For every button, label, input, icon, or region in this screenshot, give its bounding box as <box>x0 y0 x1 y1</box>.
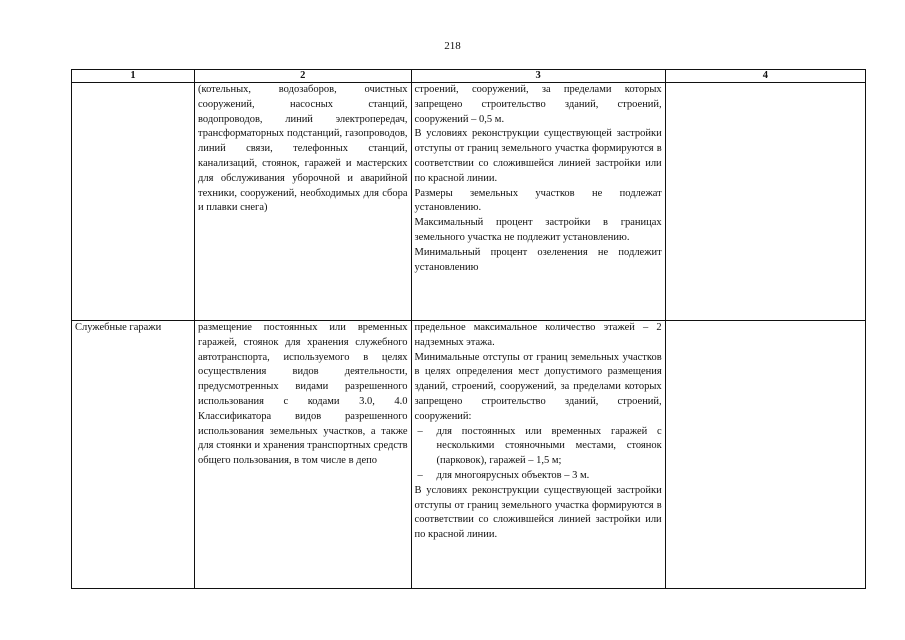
row2-param-paragraph: Минимальные отступы от границ земельных участков в целях определения мест допустимого размещения зданий, строений, сооружений, за пределами которых запрещено строительство зданий, строений, сооружений: <box>414 351 662 422</box>
column-header-1: 1 <box>72 70 195 83</box>
row2-param-paragraph: В условиях реконструкции существующей застройки отступы от границ земельного участка формируются в соответствии со сложившейся линией застройки или по красной линии. <box>414 484 662 541</box>
row1-param-paragraph: Минимальный процент озеленения не подлежит установлению <box>414 246 662 273</box>
row2-col4 <box>665 321 865 589</box>
table-row <box>72 83 866 321</box>
row2-use-name: Служебные гаражи <box>72 321 195 589</box>
row1-param-paragraph: Размеры земельных участков не подлежат установлению. <box>414 187 662 214</box>
column-header-3: 3 <box>411 70 665 83</box>
list-item-text: для многоярусных объектов – 3 м. <box>436 469 590 481</box>
row1-use-name <box>72 83 195 321</box>
row2-param-paragraph: предельное максимальное количество этажей – 2 надземных этажа. <box>414 322 662 348</box>
row1-parameters <box>411 83 665 321</box>
row1-param-paragraph: строений, сооружений, за пределами которых запрещено строительство зданий, строений, сооружений – 0,5 м. <box>414 84 662 125</box>
row1-param-paragraph: В условиях реконструкции существующей застройки отступы от границ земельного участка формируются в соответствии со сложившейся линией застройки или по красной линии. <box>414 128 662 184</box>
column-header-4: 4 <box>665 70 865 83</box>
row2-description: размещение постоянных или временных гаражей, стоянок для хранения служебного автотранспорта, используемого в целях осуществления видов деятельности, предусмотренных видами разрешенного использования с кодами 3.0, 4.0 Классификатора видов разрешенного использования земельных участков, а также для стоянки и хранения транспортных средств общего пользования, в том числе в депо <box>195 321 412 589</box>
regulations-table <box>71 69 866 589</box>
row1-col4 <box>665 83 865 321</box>
list-item-text: для постоянных или временных гаражей с несколькими стояночными местами, стоянок (парковок), гаражей – 1,5 м; <box>436 425 662 467</box>
setback-list <box>415 425 662 484</box>
row1-description: (котельных, водозаборов, очистных сооружений, насосных станций, водопроводов, линий электропередач, трансформаторных подстанций, газопроводов, линий связи, телефонных станций, канализаций, стоянок, гаражей и мастерских для обслуживания уборочной и аварийной техники, сооружений, необходимых для сбора и плавки снега) <box>195 83 412 321</box>
row2-parameters <box>411 321 665 589</box>
list-item <box>415 425 662 469</box>
dash-bullet: – <box>417 469 423 481</box>
table-header-row <box>72 70 866 83</box>
list-item <box>415 469 662 484</box>
column-header-2: 2 <box>195 70 412 83</box>
table-row <box>72 321 866 589</box>
dash-bullet: – <box>417 425 423 437</box>
page-number: 218 <box>444 40 461 52</box>
row1-param-paragraph: Максимальный процент застройки в границах земельного участка не подлежит установлению. <box>414 217 662 243</box>
